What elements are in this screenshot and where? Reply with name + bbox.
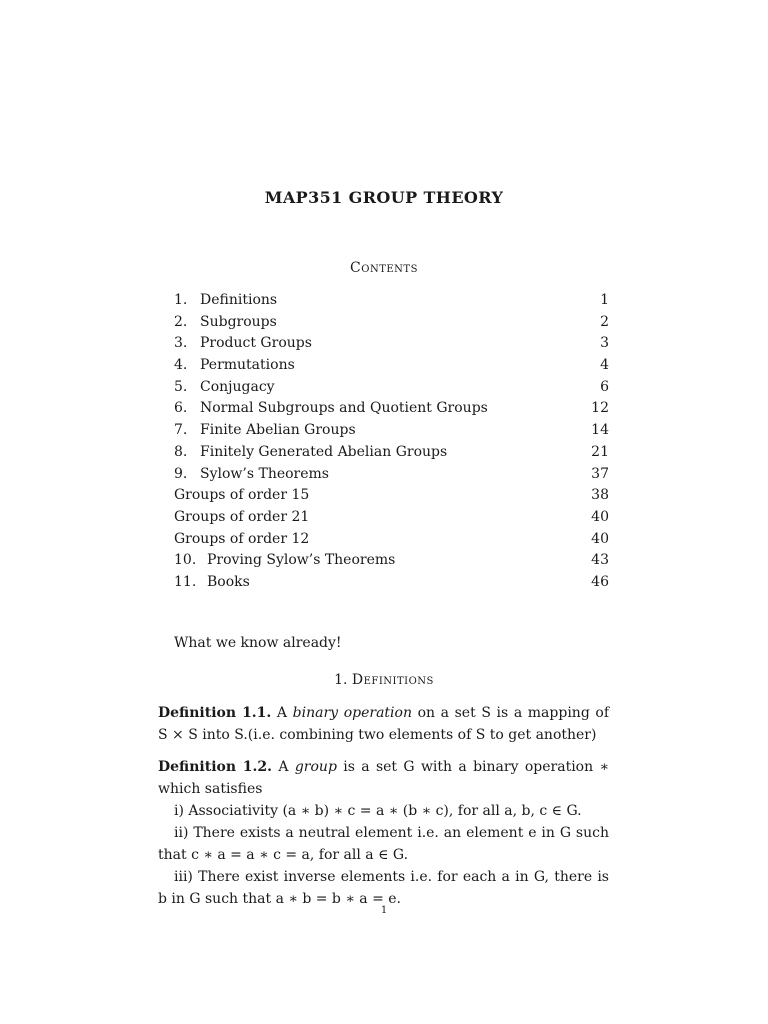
toc-page: 21 (591, 443, 609, 460)
toc-entry[interactable] (174, 398, 609, 420)
definition-text: A (272, 759, 295, 775)
section-number: 1. (334, 672, 348, 688)
table-of-contents (174, 290, 609, 594)
definition-term: binary operation (292, 705, 412, 721)
toc-page: 37 (591, 465, 609, 482)
toc-entry[interactable] (174, 355, 609, 377)
toc-page: 6 (600, 378, 609, 395)
document-title: MAP351 GROUP THEORY (264, 188, 504, 207)
toc-title: Sylow’s Theorems (200, 465, 329, 482)
toc-entry[interactable] (174, 312, 609, 334)
toc-title: Permutations (200, 357, 295, 374)
toc-number: 3. (174, 335, 188, 352)
definition-1-1 (158, 702, 609, 746)
section-title: Definitions (351, 672, 434, 688)
page-number: 1 (380, 905, 388, 916)
toc-entry[interactable] (174, 290, 609, 312)
toc-title: Finite Abelian Groups (200, 422, 356, 439)
definition-text: A (271, 705, 293, 721)
toc-entry[interactable] (174, 550, 609, 572)
definition-label: Definition 1.2. (158, 759, 273, 775)
toc-title: Groups of order 15 (174, 487, 310, 504)
toc-title: Finitely Generated Abelian Groups (200, 443, 448, 460)
section-body (158, 702, 609, 910)
toc-page: 38 (591, 487, 609, 504)
toc-entry[interactable] (174, 442, 609, 464)
toc-number: 7. (174, 422, 188, 439)
toc-title: Definitions (200, 292, 278, 308)
section-heading (0, 672, 768, 688)
toc-entry[interactable] (174, 333, 609, 355)
toc-page: 14 (591, 422, 609, 439)
toc-page: 1 (600, 292, 609, 308)
toc-number: 10. (174, 552, 197, 569)
toc-page: 40 (591, 530, 609, 547)
toc-title: Books (207, 573, 250, 590)
definition-label: Definition 1.1. (158, 705, 272, 721)
toc-page: 4 (600, 357, 609, 374)
definition-text: is a set G with a binary operation ∗ which satisfies (158, 759, 609, 797)
toc-number: 5. (174, 378, 188, 395)
group-axiom: i) Associativity (a ∗ b) ∗ c = a ∗ (b ∗ c), for all a, b, c ∈ G. (174, 803, 582, 819)
toc-title: Groups of order 12 (174, 530, 310, 547)
group-axiom: iii) There exist inverse elements i.e. for each a in G, there is b in G such that a ∗ b = b ∗ a = e. (158, 869, 609, 907)
toc-number: 11. (174, 573, 197, 590)
toc-number: 8. (174, 443, 188, 460)
toc-title: Subgroups (200, 313, 277, 330)
toc-title: Normal Subgroups and Quotient Groups (200, 400, 488, 417)
definition-1-2 (158, 756, 609, 910)
toc-number: 4. (174, 357, 188, 374)
toc-title: Product Groups (200, 335, 312, 352)
toc-title: Proving Sylow’s Theorems (207, 552, 396, 569)
toc-entry[interactable] (174, 420, 609, 442)
toc-number: 9. (174, 465, 188, 482)
toc-entry[interactable] (174, 377, 609, 399)
definition-text: on a set S is a mapping of S × S into S.(i.e. combining two elements of S to get another) (158, 705, 610, 743)
toc-page: 3 (600, 335, 609, 352)
toc-number: 2. (174, 313, 188, 330)
toc-entry[interactable] (174, 572, 609, 594)
toc-page: 43 (591, 552, 609, 569)
group-axiom: ii) There exists a neutral element i.e. an element e in G such that c ∗ a = a ∗ c = a, for all a ∈ G. (158, 825, 609, 863)
toc-title: Groups of order 21 (174, 508, 310, 525)
toc-page: 12 (591, 400, 609, 417)
intro-text: What we know already! (174, 635, 342, 651)
toc-entry[interactable] (174, 529, 609, 551)
toc-title: Conjugacy (200, 378, 275, 395)
toc-number: 1. (174, 292, 188, 308)
contents-heading: Contents (350, 260, 418, 276)
toc-entry[interactable] (174, 485, 609, 507)
toc-number: 6. (174, 400, 188, 417)
toc-entry[interactable] (174, 464, 609, 486)
toc-entry[interactable] (174, 507, 609, 529)
toc-page: 2 (600, 313, 609, 330)
toc-page: 40 (591, 508, 609, 525)
toc-page: 46 (591, 573, 609, 590)
definition-term: group (294, 759, 337, 775)
